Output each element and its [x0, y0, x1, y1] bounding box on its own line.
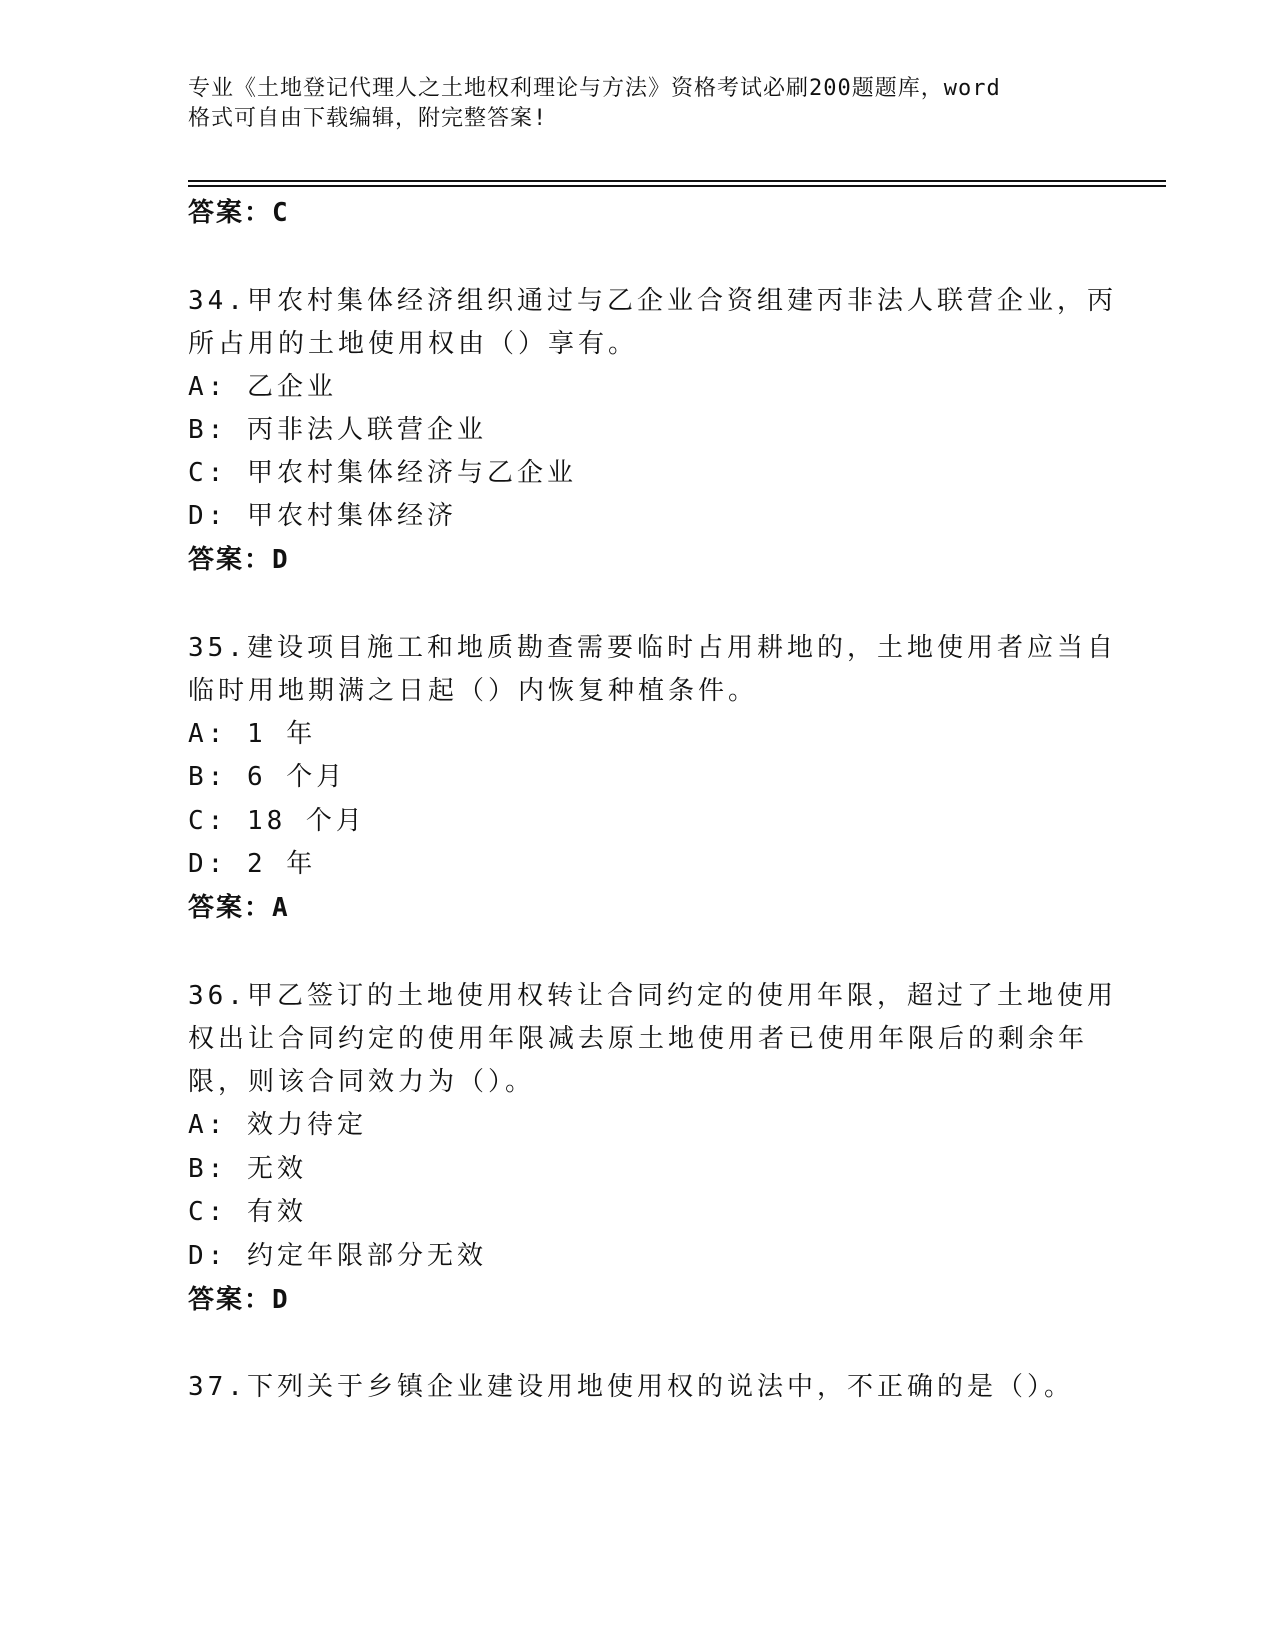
question-36-option-a: A: 效力待定: [188, 1110, 367, 1140]
question-36-text-3: 限，则该合同效力为（）。: [188, 1067, 536, 1097]
question-34-text-2: 所占用的土地使用权由（）享有。: [188, 329, 639, 359]
header-divider-bottom: [188, 185, 1166, 187]
question-36-option-c: C: 有效: [188, 1197, 307, 1227]
question-34-answer: 答案：D: [188, 545, 290, 575]
question-36-text-1: 36.甲乙签订的土地使用权转让合同约定的使用年限，超过了土地使用: [188, 981, 1117, 1011]
question-35-text-2: 临时用地期满之日起（）内恢复种植条件。: [188, 676, 759, 706]
header-divider-top: [188, 180, 1166, 182]
question-34-text-1: 34.甲农村集体经济组织通过与乙企业合资组建丙非法人联营企业，丙: [188, 286, 1117, 316]
question-35-answer: 答案：A: [188, 893, 290, 923]
question-36-option-b: B: 无效: [188, 1154, 307, 1184]
question-35-option-b: B: 6 个月: [188, 762, 347, 792]
question-36-text-2: 权出让合同约定的使用年限减去原土地使用者已使用年限后的剩余年: [188, 1024, 1089, 1054]
question-37-text-1: 37.下列关于乡镇企业建设用地使用权的说法中，不正确的是（）。: [188, 1372, 1074, 1402]
header-line-2: 格式可自由下载编辑，附完整答案!: [188, 106, 548, 131]
question-35-text-1: 35.建设项目施工和地质勘查需要临时占用耕地的，土地使用者应当自: [188, 633, 1117, 663]
question-34-option-a: A: 乙企业: [188, 372, 337, 402]
header-line-1: 专业《土地登记代理人之土地权利理论与方法》资格考试必刷200题题库，word: [188, 76, 1001, 101]
question-36-option-d: D: 约定年限部分无效: [188, 1241, 487, 1271]
document-header: [188, 74, 1088, 134]
question-35-option-c: C: 18 个月: [188, 806, 366, 836]
question-34-option-c: C: 甲农村集体经济与乙企业: [188, 458, 577, 488]
question-35-option-d: D: 2 年: [188, 849, 317, 879]
answer-q33: 答案：C: [188, 198, 290, 228]
question-36-answer: 答案：D: [188, 1285, 290, 1315]
question-34-option-b: B: 丙非法人联营企业: [188, 415, 487, 445]
question-35-option-a: A: 1 年: [188, 719, 317, 749]
question-34-option-d: D: 甲农村集体经济: [188, 501, 457, 531]
